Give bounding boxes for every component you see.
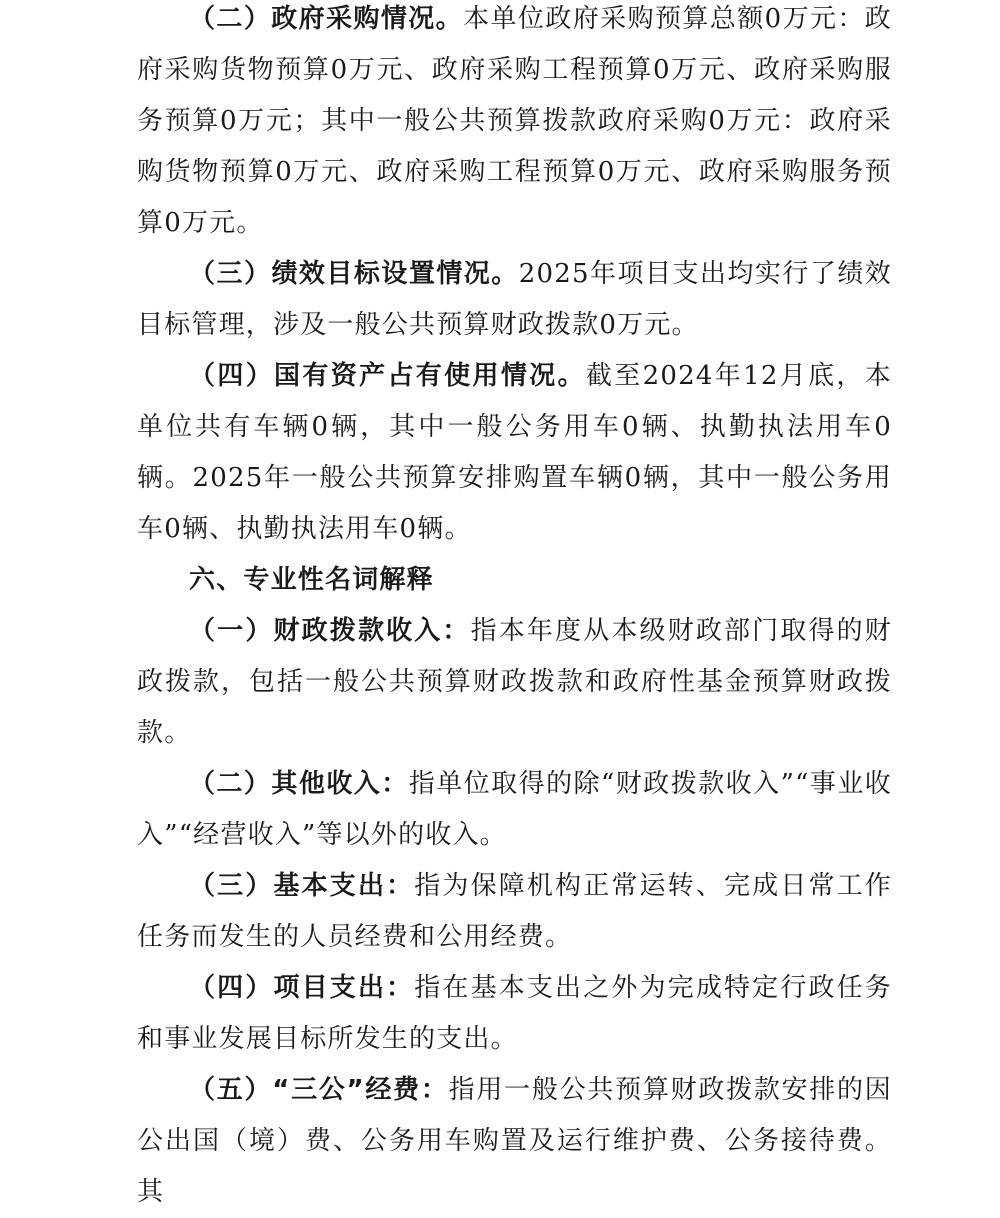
definition-three-public-expenses [137,1065,892,1218]
definition-body: 指单位取得的除“财政拨款收入”“事业收入”“经营收入”等以外的收入。 [137,769,892,850]
definition-body: 指用一般公共预算财政拨款安排的因公出国（境）费、公务用车购置及运行维护费、公务接待费。其 [137,1075,892,1207]
paragraph-lead: （四）国有资产占有使用情况。 [189,361,586,391]
paragraph-lead: （二）政府采购情况。 [189,4,464,34]
paragraph-state-assets [137,351,892,555]
definition-body: 指本年度从本级财政部门取得的财政拨款，包括一般公共预算财政拨款和政府性基金预算财政拨款。 [137,616,892,748]
definition-other-income [137,759,892,861]
definition-term: （五）“三公”经费： [189,1075,449,1105]
document-page [137,0,892,1218]
definition-project-expenditure [137,963,892,1065]
paragraph-body: 截至2024年12月底，本单位共有车辆0辆，其中一般公务用车0辆、执勤执法用车0辆。2025年一般公共预算安排购置车辆0辆，其中一般公务用车0辆、执勤执法用车0辆。 [137,361,892,544]
definition-body: 指在基本支出之外为完成特定行政任务和事业发展目标所发生的支出。 [137,973,892,1054]
definition-basic-expenditure [137,861,892,963]
paragraph-lead: （三）绩效目标设置情况。 [189,259,519,289]
paragraph-body: 本单位政府采购预算总额0万元：政府采购货物预算0万元、政府采购工程预算0万元、政府采购服务预算0万元；其中一般公共预算拨款政府采购0万元：政府采购货物预算0万元、政府采购工程预算0万元、政府采购服务预算0万元。 [137,4,892,238]
section-heading: 六、专业性名词解释 [189,565,434,595]
definition-term: （四）项目支出： [189,973,415,1003]
definition-body: 指为保障机构正常运转、完成日常工作任务而发生的人员经费和公用经费。 [137,871,892,952]
definition-fiscal-appropriation-income [137,606,892,759]
paragraph-performance-goals [137,249,892,351]
definition-term: （一）财政拨款收入： [189,616,471,646]
definition-term: （二）其他收入： [189,769,409,799]
paragraph-government-procurement [137,0,892,249]
definition-term: （三）基本支出： [189,871,415,901]
paragraph-body: 2025年项目支出均实行了绩效目标管理，涉及一般公共预算财政拨款0万元。 [137,259,893,340]
